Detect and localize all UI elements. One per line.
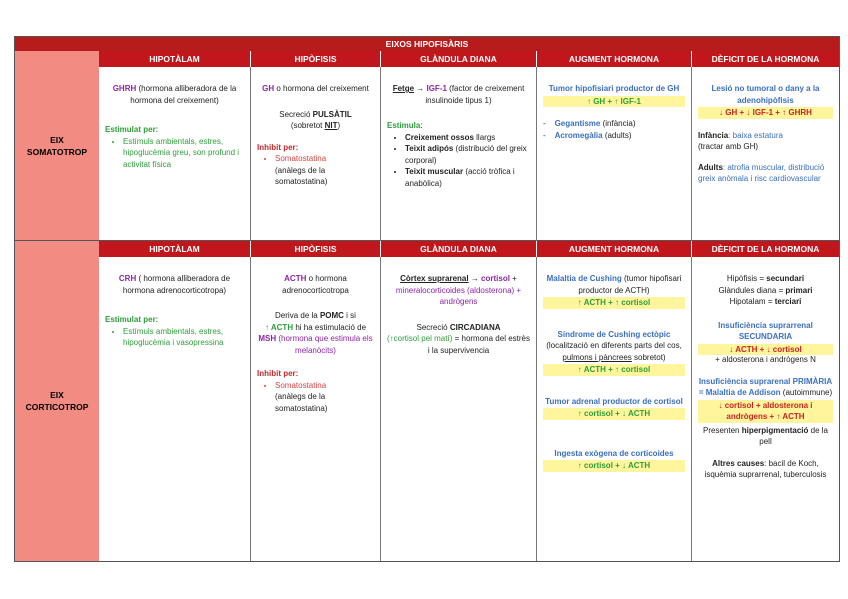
hormone-msh: MSH [258,334,277,343]
secretion-note-nit: NIT [324,121,338,130]
hormone-crh-desc: ( hormona alliberadora de hormona adrenocorticotropa) [122,274,231,295]
effect-item [405,166,530,189]
circadian-note: (↑cortisol pel matí) [387,334,453,343]
row-label-line2: CORTICOTROP [25,402,89,412]
secretion-note-pre: (sobretot [290,121,325,130]
infancia-label: Infància [698,130,729,140]
circadian-desc: = hormona del estrès i la supervivencia [427,334,530,355]
arrow-icon: → [414,84,427,93]
cell-cortico-augment [537,257,692,561]
col-header-augment: AUGMENT HORMONA [537,241,692,257]
augment-item-name: Gegantisme [554,119,601,128]
hormone-igf1-desc: (factor de creixement insulinoide tipus 1) [425,84,525,105]
androgens: + andrògens [439,285,522,306]
col-header-augment: AUGMENT HORMONA [537,51,692,67]
row-label-somatotrop [15,51,99,241]
hormone-ghrh-desc: (hormona alliberadora de la hormona del creixement) [130,84,237,105]
mineralocorticoides: mineralocorticoides (aldosterona) [395,285,515,295]
cell-somato-hipotalam [99,67,251,241]
arrow-icon: → [468,274,482,283]
adults-label: Adults [698,162,723,172]
col-header-deficit: DÈFICIT DE LA HORMONA [692,51,839,67]
highlight-box: ↓ ACTH + ↓ cortisol [698,344,833,356]
presenten-bold: hiperpigmentació [741,425,809,435]
cushing-desc: (tumor hipofisari productor de ACTH) [578,274,682,295]
stim-title: Estimulat per: [105,125,159,134]
highlight-box: ↑ cortisol + ↓ ACTH [543,408,685,420]
cell-somato-augment [537,67,692,241]
effect-rest: (distribució del greix corporal) [405,144,527,165]
infancia-value: : baixa estatura [728,130,783,140]
stim-title: Estimulat per: [105,315,159,324]
axes-table [14,36,840,562]
organ-fetge: Fetge [392,84,415,93]
hormone-cortisol: cortisol [481,274,510,283]
col-header-hipotalam: HIPOTÀLAM [99,51,251,67]
augment-item-name: Acromegàlia [554,130,603,140]
highlight-box: ↑ GH + ↑ IGF-1 [543,96,685,108]
row-label-line1: EIX [50,390,64,400]
augment-item: - Gegantisme (infància) [543,119,636,128]
secretion-type: PULSÀTIL [312,109,352,119]
estimula-title: Estimula [387,121,421,130]
hormone-gh-desc: o hormona del creixement [274,84,369,93]
effect-item [405,143,530,166]
secretion-prefix: Secreció [416,322,450,332]
presenten-post: de la pell [759,425,828,446]
secretion-note-post: ) [337,121,341,130]
col-header-hipofisis: HIPÒFISIS [251,51,381,67]
effect-bold: Teixit muscular [405,167,464,176]
acth-up: ↑ ACTH [264,322,294,332]
row-label-line1: EIX [50,134,64,145]
level-value: terciari [774,297,802,306]
col-header-diana: GLÀNDULA DIANA [381,51,537,67]
deriva-pre: Deriva de la [275,311,320,320]
presenten-pre: Presenten [703,425,742,435]
cushing-title: Malaltia de Cushing [546,274,622,283]
ectopic-desc2: sobretot) [631,352,666,362]
hormone-msh-desc: (hormona que estimula els melanòcits) [276,334,373,355]
inhib-sub: (anàlegs de la somatostatina) [275,165,328,186]
plus-sign: + [509,274,517,283]
ingesta-title: Ingesta exògena de corticoides [554,448,674,458]
hormone-gh: GH [262,84,275,93]
secretion-type: CIRCADIANA [449,322,501,332]
augment-item-rest: (adults) [602,130,632,140]
level-value: secundari [766,274,805,283]
level-pre: Hipòfisis = [726,274,767,283]
stim-item: • Estímuls ambientals, estres, hipoglucèmia greu, son profund i activitat física [123,136,244,171]
altres-label: Altres causes [712,458,765,468]
hormone-acth: ACTH [284,274,307,283]
row-label-line2: SOMATOTROP [26,146,88,157]
level-pre: Glàndules diana = [718,285,786,295]
col-header-hipofisis: HIPÒFISIS [251,241,381,257]
ins-primaria: Insuficiència suprarenal PRIMÀRIA = Malaltia de Addison [698,376,833,397]
infancia-extra: (tractar amb GH) [698,142,759,151]
effect-item [405,132,530,144]
tumor-gh: Tumor hipofisiari productor de GH [548,84,680,93]
deriva-post: i si [343,311,356,320]
level-value: primari [785,285,813,295]
cell-somato-deficit [692,67,839,241]
inhib-item: • Somatostatina [275,153,374,165]
cell-somato-hipofisis [251,67,381,241]
row-label-corticotrop [15,241,99,561]
augment-item-rest: (infància) [600,119,636,128]
pomc: POMC [319,311,344,320]
cell-cortico-hipotalam [99,257,251,561]
inhib-sub: (anàlegs de la somatostatina) [275,392,328,413]
highlight-box: ↑ cortisol + ↓ ACTH [543,460,685,472]
adrenal-title: Tumor adrenal productor de cortisol [545,396,683,406]
hormone-acth-desc: o hormona adrenocorticotropa [282,274,349,295]
effect-rest: (acció tròfica i anabòlica) [405,167,515,188]
highlight-box: ↓ GH + ↓ IGF-1 + ↑ GHRH [698,107,833,119]
secretion-prefix: Secreció [279,109,313,119]
effect-rest: llargs [473,132,496,142]
level-pre: Hipotalam = [729,297,775,306]
cell-cortico-deficit [692,257,839,561]
ins-primaria-post: (autoimmune) [780,388,833,397]
col-header-hipotalam: HIPOTÀLAM [99,241,251,257]
inhib-item: • Somatostatina [275,380,374,392]
ectopic-desc: (localització en diferents parts del cos, [546,341,682,350]
altres-value: : bacil de Koch, isquèmia suprarrenal, tuberculosis [704,458,827,479]
ectopic-title: Síndrome de Cushing ectòpic [557,329,671,339]
table-title: EIXOS HIPOFISÀRIS [15,37,839,51]
stim-item: • Estímuls ambientals, estres, hipoglucèmia i vasopressina [123,326,244,349]
effect-bold: Teixit adipós [405,144,454,153]
organ-cortex: Còrtex suprarenal [400,274,469,283]
col-header-deficit: DÈFICIT DE LA HORMONA [692,241,839,257]
acth-up-post: hi ha estimulació de [293,322,367,332]
ectopic-organs: pulmons i pàncrees [562,352,632,362]
effect-bold: Creixement ossos [405,132,474,142]
cell-cortico-diana [381,257,537,561]
augment-item: - Acromegàlia (adults) [543,130,632,140]
inhib-title: Inhibit per: [257,142,299,152]
adults-value: : atrofia muscular, distribució greix anòmala i risc cardiovascular [698,162,825,183]
highlight-box: ↑ ACTH + ↑ cortisol [543,297,685,309]
ins-secundaria-post: + aldosterona i andrògens N [715,355,816,364]
cell-somato-diana [381,67,537,241]
estimula-colon: : [420,121,423,130]
lesio-title: Lesió no tumoral o dany a la adenohipòfisis [711,84,820,105]
inhib-title: Inhibit per: [257,369,299,378]
col-header-diana: GLÀNDULA DIANA [381,241,537,257]
hormone-crh: CRH [118,274,137,283]
hormone-ghrh: GHRH [112,84,137,93]
highlight-box: ↓ cortisol + aldosterona i andrògens + ↑ ACTH [698,400,833,423]
hormone-igf1: IGF-1 [426,84,447,93]
ins-secundaria: Insuficiència suprarrenal SECUNDARIA [718,320,813,341]
cell-cortico-hipofisis [251,257,381,561]
highlight-box: ↑ ACTH + ↑ cortisol [543,364,685,376]
